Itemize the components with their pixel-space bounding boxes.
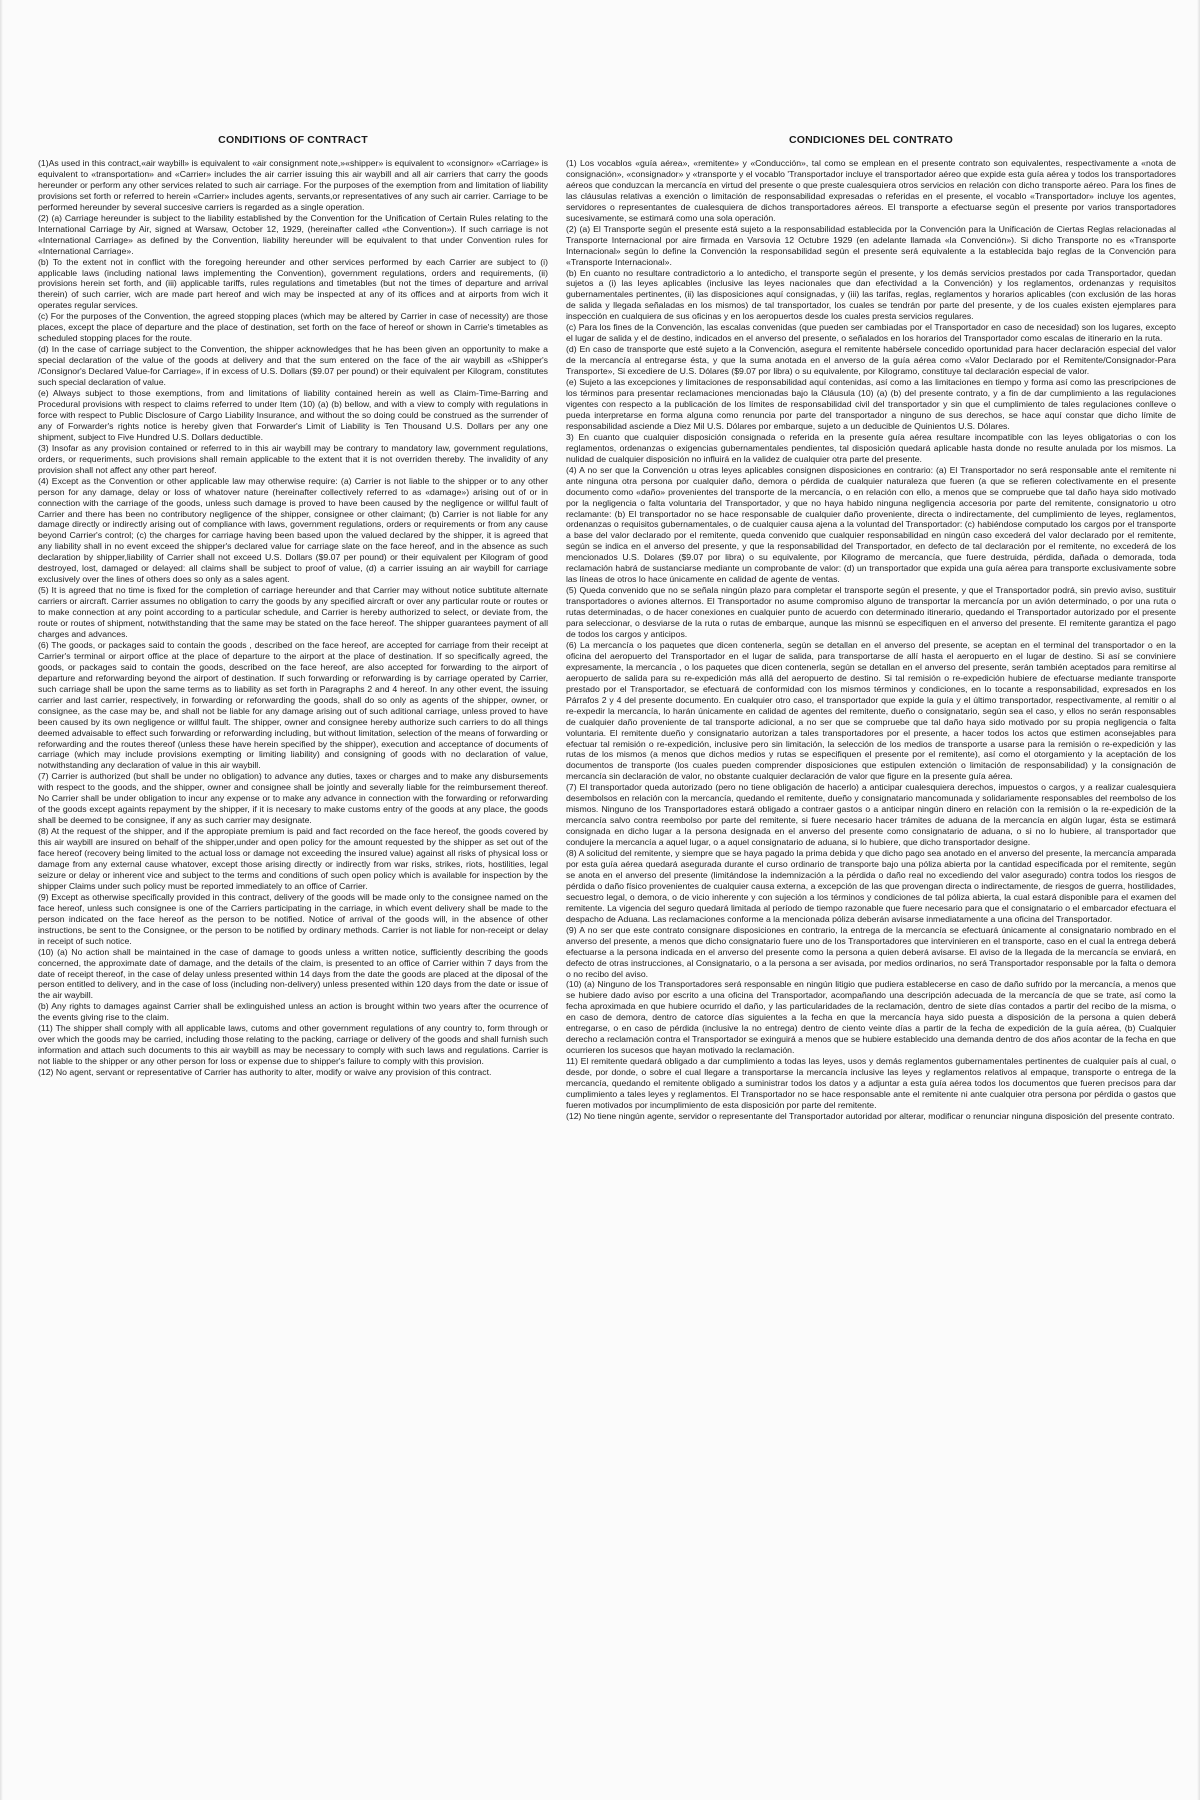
clause-paragraph: (10) (a) No action shall be maintained in the case of damage to goods unless a written notice, sufficiently describing the goods concerned, the approximate date of damage, and the details of the claim, is presented to an office of Carrier within 7 days from the date of receipt thereof, in the case of delay unless presented within 14 days from the date the goods are placed at the diposal of the person entitled to delivery, and in the case of loss (including non-delivery) unless presented within 120 days from the date or issue of the air waybill. — [38, 946, 548, 1001]
scan-edge-left — [0, 0, 3, 1800]
clause-paragraph: (b) En cuanto no resultare contradictorio a lo antedicho, el transporte según el presente, y los demás servicios prestados por cada Transportador, quedan sujetos a (i) las leyes aplicables (inclusive las leyes nacionales que dan efectividad a la Convención) y los reglamentos, ordenanzas y requisitos gubernamentales pertinentes, (ii) las disposiciones aquí consignadas, y (iii) las tarifas, reglas, reglamentos y horarios aplicables (con exclusión de las horas de salida y llegada señaladas en los mismos) de tal transportador, los cuales se tendrán por parte del presente, y de los cuales existen ejemplares para inspección en cualquiera de sus oficinas y en los aeropuertos desde los cuales presta servicios regulares. — [566, 267, 1176, 322]
clause-paragraph: (e) Always subject to those exemptions, from and limitations of liability contained herein as well as Claim-Time-Barring and Procedural provisions with respect to claims referred to under Item (10) (a) (b) bellow, and with a view to comply with regulations in force with respect to Public Disclosure of Cargo Liability Insurance, and without the so doing could be construed as the surrender of any of Forwarder's rights notice is hereby given that Forwarder's Limit of Liability is Ten Thousand U.S. Dollars per any one shipment, subject to Five Hundred U.S. Dollars deductible. — [38, 388, 548, 442]
clause-paragraph: (1) Los vocablos «guía aérea», «remitente» y «Conducción», tal como se emplean en el presente contrato son equivalentes, respectivamente a «nota de consignación», «consignador» y «transporte y el vocablo 'Transportador incluye el transportador aéreo que expide esta guía aérea y todos los transportadores aéreos que conduzcan la mercancía en virtud del presente o que preste cualesquiera otros servicios en relación con dicho transporte aéreo. Para los fines de las cláusulas relativas a exención o limitación de responsabilidad expresadas o referidas en el presente, el vocablo «Transportador» incluye los agentes, servidores o representantes de cualesquiera de dichos transportadores aéreos. El transporte a efectuarse según el presente por varios transportadores sucesivamente, se estimará como una sola operación. — [566, 158, 1176, 223]
clause-paragraph: 11) El remitente quedará obligado a dar cumplimiento a todas las leyes, usos y demás reglamentos gubernamentales pertinentes de cualquier país al cual, o desde, por donde, o sobre el cual llegare a transportarse la mercancía inclusive las leyes y reglamentos relativos al empaque, transporte o entrega de la mercancía, quedando el remitente obligado a suministrar todos los datos y a adjuntar a esta guía aérea todos los documentos que fueren precisos para dar cumplimiento a tales leyes y reglamentos. El Transportador no se hace responsable ante el remitente ni ante cualquier otra persona por pérdida o gastos que fueren motivados por incumplimiento de esta disposición por parte del remitente. — [566, 1056, 1176, 1110]
english-column-title: CONDITIONS OF CONTRACT — [218, 134, 368, 146]
clause-paragraph: (4) Except as the Convention or other applicable law may otherwise require: (a) Carrier is not liable to the shipper or to any other person for any damage, delay or loss of whatover nature (hereinafter collectively referred to as «damage») arising out of or in connection with the carriage of the goods, unless such damage is proved to have been caused by the negligence or willful fault of Carrier and there has been no contributory negligence of the shipper, consignee or other claimant; (b) Carrier is not liable for any damage directly or indirectly arising out of compliance with laws, government regulations, orders or requirements or from any cause beyond Carrier's control; (c) the charges for carriage having been based upon the valued declared by the shipper, it is agreed that any liability shall in no event exceed the shipper's declared value for carriage slate on the face hereof, and in the absence as such declaration by shipper,liability of Carrier shall not exceed U.S. Dollars ($9.07 per pound) or their equivalent per Kilogram of good destroyed, lost, damaged or delayed: all claims shall be subject to proof of value, (d) a carrier issuing an air waybill for carriage exclusively over the lines of others does so only as a sales agent. — [38, 475, 548, 585]
clause-paragraph: (c) Para los fines de la Convención, las escalas convenidas (que pueden ser cambiadas por el Transportador en caso de necesidad) son los lugares, excepto el lugar de salida y el de destino, indicados en el anverso del presente, o señalados en los horarios del Transportador como escalas de itinerario en la ruta. — [566, 322, 1176, 344]
clause-paragraph: (3) Insofar as any provision contained or referred to in this air waybill may be contrary to mandatory law, government regulations, orders, or requeriments, such provisions shall remain applicable to the extent that it is not overriden thereby. The invalidity of any provision shall not affect any other part hereof. — [38, 442, 548, 475]
clause-paragraph: (5) It is agreed that no time is fixed for the completion of carriage hereunder and that Carrier may without notice subtitute alternate carriers or aircraft. Carrier assumes no obligation to carry the goods by any specified aircraft or over any particular route or routes or to make connection at any point according to a particular schedule, and Carrier is hereby authorized to select, or deviate from, the route or routes of shipment, notwithstanding that the same may be stated on the face hereof. The shipper guarantees payment of all charges and advances. — [38, 585, 548, 639]
clause-paragraph: (c) For the purposes of the Convention, the agreed stopping places (which may be altered by Carrier in case of necessity) are those places, except the place of departure and the place of destination, set forth on the face of hereof or shown in Carrie's timetables as scheduled stopping places for the route. — [38, 311, 548, 344]
clause-paragraph: (6) The goods, or packages said to contain the goods , described on the face hereof, are accepted for carriage from their receipt at Carrier's terminal or airport office at the place of departure to the airport at the place of destination. If so specifically agreed, the goods, or packages said to contain the goods, described on the face hereof, are also accepted for forwarding to the airport of departure and reforwarding beyond the airport of destination. If such forwarding or reforwarding is by carriage operated by Carrier, such carriage shall be upon the same terms as to liability as set forth in Paragraphs 2 and 4 hereof. In any other event, the issuing carrier and last carrier, respectively, in forwarding or reforwarding the goods, shall do so only as agents of the shipper, owner, or consignee, as the case may be, and shall not be liable for any damage arising out of such aditional carriage, unless proved to have been caused by its own negligence or willful fault. The shipper, owner and consignee hereby authorize such carriers to do all things deemed advaisable to effect such forwarding or reforwarding including, but without limitation, selection of the means of forwarding or reforwarding and the routes thereof (unless these have herein specified by the shipper), execution and acceptance of documents of carriage (which may include provisions exempting or limiting liability) and consigning of goods with no declaration of value, notwithstanding any declaration of value in this air waybill. — [38, 639, 548, 771]
clause-paragraph: 3) En cuanto que cualquier disposición consignada o referida en la presente guía aérea resultare incompatible con las leyes obligatorias o con los reglamentos, ordenanzas o exigencias gubernamentales pendientes, tal disposición quedará aplicable hasta donde no resulte anulada por los mismos. La nulidad de cualquier disposición no influirá en la validez de cualquier otra parte del presente. — [566, 431, 1176, 464]
english-conditions-column — [38, 134, 548, 1078]
clause-paragraph: (11) The shipper shall comply with all applicable laws, cutoms and other government regulations of any country to, form through or over which the goods may be carried, including those relating to the packing, carriage or delivery of the goods and shall furnish such information and attach such documents to this air waybill as may be necessary to comply with such laws and regulations. Carrier is not liable to the shipper or any other person for loss or expense due to shipper's failure to comply with this provision. — [38, 1023, 548, 1067]
clause-paragraph: (8) At the request of the shipper, and if the appropiate premium is paid and fact recorded on the face hereof, the goods covered by this air waybill are insured on behalf of the shipper,under and open policy for the amount requested by the shipper as set out of the face hereof (recovery being limited to the actual loss or damage not exceeding the insured value) against all risks of physical loss or damage from any external cause whatover, except those arising directly or indirectly from war risks, strikes, riots, hostilities, legal seizure or delay or inherent vice and subject to the terms and conditions of such open policy which is available for inspection by the shipper Claims under such policy must be reported immediately to an office of Carrier. — [38, 826, 548, 891]
clause-paragraph: (b) To the extent not in conflict with the foregoing hereunder and other services performed by each Carrier are subject to (i) applicable laws (including national laws implementing the Convention), government regulations, orders and requirements, (ii) provisions herein set forth, and (iii) applicable tariffs, rules regulations and timetables (but not the times of departure and arrival therein) of such carrier, wich are made part hereof and wich may be inspected at any of its offices and at airports from wich it operates regular services. — [38, 256, 548, 311]
clause-paragraph: (d) In the case of carriage subject to the Convention, the shipper acknowledges that he has been given an opportunity to make a special declaration of the value of the goods at delivery and that the sum entered on the face of the air waybill as «Shipper's /Consignor's Declared Value-for Carriage», if in excess of U.S. Dollars ($9.07 per pound) or their equivalent per Kilogram, constitutes such special declaration of value. — [38, 344, 548, 388]
clause-paragraph: (1)As used in this contract,«air waybill» is equivalent to «air consignment note,»«shipper» is equivalent to «consignor» «Carriage» is equivalent to «transportation» and «Carrier» includes the air carrier issuing this air waybill and all air carriers that carry the goods hereunder or perform any other services related to such air carriage. For the purposes of the exemption from and limitation of liability provisions set forth or referred to herein «Carrier» includes agents, servants,or representatives of any such air carrier. Carriage to be performed hereunder by several succesive carriers is regarded as a single operation. — [38, 158, 548, 212]
clause-paragraph: (b) Any rights to damages against Carrier shall be exlinguished unless an action is brought within two years after the ocurrence of the events giving rise to the claim. — [38, 1001, 548, 1023]
spanish-conditions-column — [566, 134, 1176, 1122]
clause-paragraph: (7) El transportador queda autorizado (pero no tiene obligación de hacerlo) a anticipar cualesquiera derechos, impuestos o cargos, y a realizar cualesquiera desembolsos en relación con la mercancía, quedando el remitente, dueño y consignatario mancomunada y solidariamente responsables del reembolso de los mismos. Ninguno de los Transportadores estará obligado a contraer gastos o a anticipar ningún dinero en relación con la remisión o la re-expedición de la mercancía salvo contra reembolso por parte del remitente, si fuere necesario hacer trámites de aduana de la mercancía en algún lugar, ésta se estimará consignada en dicho lugar a la persona designada en el anverso del presente como consignatario de aduana, o si no lo hubiere, al transportador que condujere la mercancía a aquel lugar, o a aquel consignatario de aduana, si lo hubiere, que dicho transportador designe. — [566, 782, 1176, 848]
clause-paragraph: (2) (a) El Transporte según el presente está sujeto a la responsabilidad establecida por la Convención para la Unificación de Ciertas Reglas relacionadas al Transporte Internacional por aire firmada en Varsovia 12 Octubre 1929 (en adelante llamada «la Convención»). Si dicho Transporte no es «Transporte Internacional» según lo define la Convención la responsabilidad según el presente será equivalente a la establecida bajo reglas de la Convención para «Transporte Internacional». — [566, 223, 1176, 267]
english-conditions-text — [38, 158, 548, 1078]
clause-paragraph: (7) Carrier is authorized (but shall be under no obligation) to advance any duties, taxes or charges and to make any disbursements with respect to the goods, and the shipper, owner and consignee shall be jointly and severally liable for the reimbursement thereof. No Carrier shall be under obligation to incur any expense or to make any advance in connection with the forwarding or reforwarding of the goods except againts repayment by the shipper, if it is necesary to make customs entry of the goods at any place, the goods shall be deemed to be consignee, if any as such carrier may designate. — [38, 771, 548, 826]
clause-paragraph: (d) En caso de transporte que esté sujeto a la Convención, asegura el remitente habérsele concedido oportunidad para hacer declaración especial del valor de la mercancía al entregarse ésta, y que la suma anotada en el anverso de la guía aérea como «Valor Declarado por el Remitente/Consignador-Para Transporte», Si excediere de U.S. Dólares ($9.07 por libra) o su equivalente, por Kilogramo, constituye tal declaración especial de valor. — [566, 344, 1176, 377]
clause-paragraph: (2) (a) Carriage hereunder is subject to the liability established by the Convention for the Unification of Certain Rules relating to the International Carriage by Air, signed at Warsaw, October 12, 1929, (hereinafter called «the Convention»). If such carriage is not «International Carriage» as defined by the Convention, liability hereunder will be equivalent to that under Convention rules for «International Carriage». — [38, 212, 548, 256]
spanish-conditions-text — [566, 158, 1176, 1122]
clause-paragraph: (4) A no ser que la Convención u otras leyes aplicables consignen disposiciones en contrario: (a) El Transportador no será responsable ante el remitente ni ante ninguna otra persona por cualquier daño, demora o pérdida de cualquier naturaleza que fueren (a que se refieren colectivamente en el presente documento como «daño» provenientes del transporte de la mercancía, o en relación con ello, a menos que se compruebe que tal daño haya sido motivado por la negligencia o falta voluntaria del Transportador, y que no haya habido ninguna negligencia accesoria por parte del remitente, consignatorio u otro reclamante: (b) El transportador no se hace responsable de cualquier daño proveniente, directa o indirectamente, del cumplimiento de leyes, reglamentos, ordenanzas o requisitos gubernamentales, o de cualquier causa ajena a la voluntad del Transportador: (c) habiéndose computado los cargos por el transporte a base del valor declarado por el remitente, queda convenido que cualquier responsabilidad en ningún caso excederá del valor declarado por el remitente, según se indica en el anverso del presente, y que la responsabilidad del Transportador, en defecto de tal declaración por el remitente, no excederá de los mencionados U.S. Dolares ($9.07 por libra) o su equivalente, por Kilogramo de mercancía, que fuere destruida, pérdida, dañada o demorada, toda reclamación habrá de sustanciarse mediante un comprobante de valor: (d) un transportador que expida una guía aérea para transporte exclusivamente sobre las líneas de otros lo hace únicamente en calidad de agente de ventas. — [566, 464, 1176, 585]
clause-paragraph: (e) Sujeto a las excepciones y limitaciones de responsabilidad aquí contenidas, así como a las limitaciones en tiempo y forma así como las prescripciones de los términos para presentar reclamaciones mencionadas bajo la Cláusula (10) (a) (b) del presente contrato, y a fin de dar cumplimiento a las regulaciones vigentes con respecto a la publicación de los límites de responsabilidad civil del transportador y sin que el cumplimiento de tales regulaciones conlleve o pueda interpretarse en forma alguna como renuncia por parte del transportador a ninguno de sus derechos, se hace aquí constar que dicho límite de responsabilidad asciende a Diez Mil U.S. Dólares por embarque, sujeto a un deducible de Quinientos U.S. Dólares. — [566, 377, 1176, 431]
clause-paragraph: (8) A solicitud del remitente, y siempre que se haya pagado la prima debida y que dicho pago sea anotado en el anverso del presente, la mercancía amparada por esta guía aérea quedará asegurada durante el curso ordinario de transporte bajo una póliza abierta por la cantidad especificada por el remitente, según se anota en el anverso del presente (limitándose la indemnización a la pérdida o daño real no excediendo del valor asegurado) contra todos los riesgos de pérdida o daño físico provenientes de cualquier causa externa, a excepción de las que provengan directa o indirectamente, de riesgos de guerra, hostilidades, secuestro legal, o demora, o de vicio inherente y con sujeción a los términos y condiciones de tal póliza abierta, la cual estará disponible para el examen del remitente. La vigencia del seguro quedará limitada al período de tiempo razonable que fuere necesario para que el consignatario o el embarcador efectuara el despacho de Aduana. Las reclamaciones conforme a la mencionada póliza deberán avisarse inmediatamente a una oficina del Transportador. — [566, 848, 1176, 924]
clause-paragraph: (12) No tiene ningún agente, servidor o representante del Transportador autoridad por alterar, modificar o renunciar ninguna disposición del presente contrato. — [566, 1110, 1175, 1121]
clause-paragraph: (10) (a) Ninguno de los Transportadores será responsable en ningún litigio que pudiera establecerse en caso de daño sufrido por la mercancía, a menos que se hubiere dado aviso por escrito a una oficina del Transportador, acompañando una descripción adecuada de la mercancía de que se trate, así como la fecha aproximada en que hubiere ocurrido el daño, y las particularidades de la reclamación, dentro de siete días contados a partir del recibo de la misma, o en caso de demora, dentro de catorce días siguientes a la fecha en que la mercancía haya sido puesta a disposición de la persona a quien deberá entregarse, o en caso de pérdida (inclusive la no entrega) dentro de ciento veinte días a partir de la fecha de expedición de la guía aérea, (b) Cualquier derecho a reclamación contra el Transportador se exinguirá a menos que se hubiere establecido una demanda dentro de dos años acontar de la fecha en que ocurrieren los sucesos que hayan motivado la reclamación. — [566, 979, 1176, 1056]
clause-paragraph: (9) A no ser que este contrato consignare disposiciones en contrario, la entrega de la mercancía se efectuará únicamente al consignatario nombrado en el anverso del presente, a menos que dicho consignatario fuere uno de los Transportadores que intervinieren en el transporte, caso en el cual la entrega deberá efectuarse a la persona indicada en el anverso del presente como la persona a quien deberá avisarse. El aviso de la llegada de la mercancía se enviará, en defecto de otras instrucciones, al Consignatario, o a la persona a ser avisada, por medios ordinarios, no será Transportador responsable por la falta o demora o no recibo del aviso. — [566, 924, 1176, 979]
clause-paragraph: (5) Queda convenido que no se señala ningún plazo para completar el transporte según el presente, y que el Transportador podrá, sin previo aviso, sustituir transportadores o aviones alternos. El Transportador no asume compromiso alguno de transportar la mercancía por un avión determinado, o por una ruta o rutas determinadas, o de hacer conexiones en cualquier punto de acuerdo con determinado itinerario, quedando el Transportador autorizado por el presente para seleccionar, o desviarse de la ruta o rutas de embarque, aunque las misnnú se especifiquen en el anverso del presente. El remitente garantiza el pago de todos los cargos y anticipos. — [566, 585, 1176, 639]
clause-paragraph: (6) La mercancía o los paquetes que dicen contenerla, según se detallan en el anverso del presente, se aceptan en el terminal del transportador o en la oficina del aeropuerto del Transportador en el lugar de salida, para transportarse de allí hasta el aeropuerto en el lugar de destino. Si así se conviniere expresamente, la mercancía , o los paquetes que dicen contenerla, según se detallan en el anverso del presente, serán también aceptados para remitirse al aeropuerto de salida para su re-expedición más allá del aeropuerto de destino. Si tal remisión o re-expedición hubiere de efectuarse mediante transporte prestado por el Transportador, se efectuará de conformidad con los mismos términos y condiciones, en lo tocante a responsabilidad, expresados en los Párrafos 2 y 4 del presente documento. En cualquier otro caso, el transportador que expide la guía y el último transportador, respectivamente, al remitir o al re-expedir la mercancía, lo harán únicamente en calidad de agentes del remitente, dueño o consignatario, según sea el caso, y ellos no serán responsables de cualquier daño proveniente de tal transporte adicional, a no ser que se compruebe que tal daño haya sido motivado por su propia negligencia o falta voluntaria. El remitente dueño y consignatario autorizan a tales transportadores por el presente, a hacer todos los actos que estimen aconsejables para efectuar tal remisión o re-expedición, inclusive pero sin limitación, la selección de los medios de transporte a usarse para la remisión o re-expedición y las rutas de los mismos (a menos que dichos medios y rutas se especifiquen el presente por el remitente), así como el otorgamiento y la aceptación de los documentos de transporte (los cuales pueden comprender disposiciones que estipulen extención o limitación de responsabilidad) y la consignación de mercancía sin declaración de valor, no obstante cualquier declaración de valor que figure en la presente guía aérea. — [566, 639, 1176, 782]
clause-paragraph: (12) No agent, servant or representative of Carrier has authority to alter, modify or waive any provision of this contract. — [38, 1067, 492, 1078]
spanish-column-title: CONDICIONES DEL CONTRATO — [788, 134, 954, 146]
clause-paragraph: (9) Except as otherwise specifically provided in this contract, delivery of the goods will be made only to the consignee named on the face hereof, unless such consignee is one of the Carriers participating in the carriage, in which event delivery shall be made to the person indicated on the face hereof as the person to be notified. Notice of arrival of the goods will, in the absence of other instructions, be sent to the Consignee, or the person to be notified by ordinary methods. Carrier is not liable for non-receipt or delay in receipt of such notice. — [38, 891, 548, 946]
